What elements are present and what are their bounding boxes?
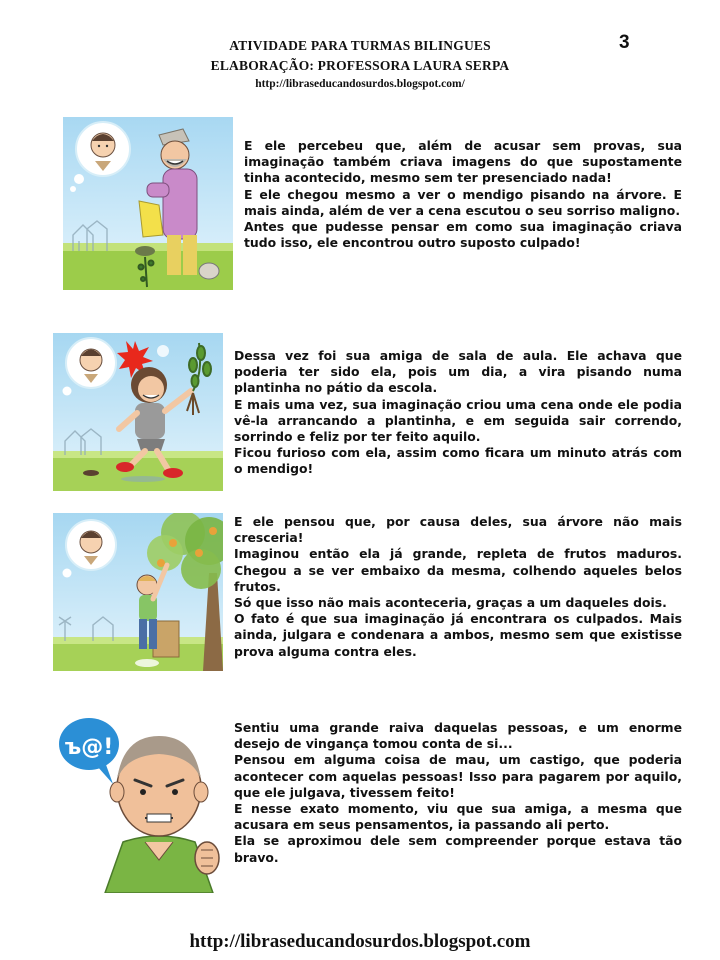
story-line: Ela se aproximou dele sem compreender porque estava tão bravo. xyxy=(234,833,682,865)
page-number: 3 xyxy=(619,32,630,53)
speech-bubble-text: ъ@! xyxy=(64,735,114,760)
story-line: Ficou furioso com ela, assim como ficara um minuto atrás com o mendigo! xyxy=(234,445,682,477)
story-line: Dessa vez foi sua amiga de sala de aula. Ele achava que poderia ter sido ela, pois um dia, a vira pisando numa plantinha no pátio da escola. xyxy=(234,348,682,396)
story-line: Só que isso não mais aconteceria, graças a um daqueles dois. xyxy=(234,595,667,611)
story-line: Imaginou então ela já grande, repleta de frutos maduros. Chegou a se ver embaixo da mesma, colhendo aqueles belos frutos. xyxy=(234,546,682,594)
illustration-tree-fruit xyxy=(53,513,223,671)
illustration-beggar xyxy=(63,117,233,290)
story-line: E ele pensou que, por causa deles, sua árvore não mais cresceria! xyxy=(234,514,682,546)
illustration-girl-plant xyxy=(53,333,223,491)
page-header xyxy=(0,36,720,92)
speech-bubble-icon xyxy=(59,718,119,784)
story-line: Sentiu uma grande raiva daquelas pessoas, e um enorme desejo de vingança tomou conta de si... xyxy=(234,720,682,752)
header-title: ATIVIDADE PARA TURMAS BILINGUES xyxy=(229,38,491,53)
story-line: Pensou em alguma coisa de mau, um castigo, que poderia acontecer com aquelas pessoas! Isso para pagarem por aquilo, que ele julgava, tivessem feito! xyxy=(234,752,682,800)
story-paragraph-4 xyxy=(234,720,682,866)
story-line: E ele percebeu que, além de acusar sem provas, sua imaginação também criava imagens do que supostamente tinha acontecido, mesmo sem ter presenciado nada! xyxy=(244,138,682,186)
angry-boy-figure xyxy=(105,736,219,893)
story-line: O fato é que sua imaginação já encontrara os culpados. Mais ainda, julgara e condenara a ambos, mesmo sem que existisse prova alguma contra eles. xyxy=(234,611,682,659)
story-paragraph-1 xyxy=(244,138,682,251)
header-url: http://libraseducandosurdos.blogspot.com/ xyxy=(255,78,465,90)
story-paragraph-3 xyxy=(234,514,682,660)
story-paragraph-2 xyxy=(234,348,682,478)
header-author: ELABORAÇÃO: PROFESSORA LAURA SERPA xyxy=(210,58,510,73)
story-line: E ele chegou mesmo a ver o mendigo pisando na árvore. E mais ainda, além de ver a cena escutou o seu sorriso maligno. xyxy=(244,186,682,218)
story-line: E nesse exato momento, viu que sua amiga, a mesma que acusara em seus pensamentos, ia passando ali perto. xyxy=(234,801,682,833)
story-line: Antes que pudesse pensar em como sua imaginação criava tudo isso, ele encontrou outro suposto culpado! xyxy=(244,219,682,251)
footer-url[interactable]: http://libraseducandosurdos.blogspot.com xyxy=(189,931,531,952)
illustration-angry-boy xyxy=(53,710,223,893)
story-line: E mais uma vez, sua imaginação criou uma cena onde ele podia vê-la arrancando a plantinha, e em seguida sair correndo, sorrindo e feliz por ter feito aquilo. xyxy=(234,396,682,445)
